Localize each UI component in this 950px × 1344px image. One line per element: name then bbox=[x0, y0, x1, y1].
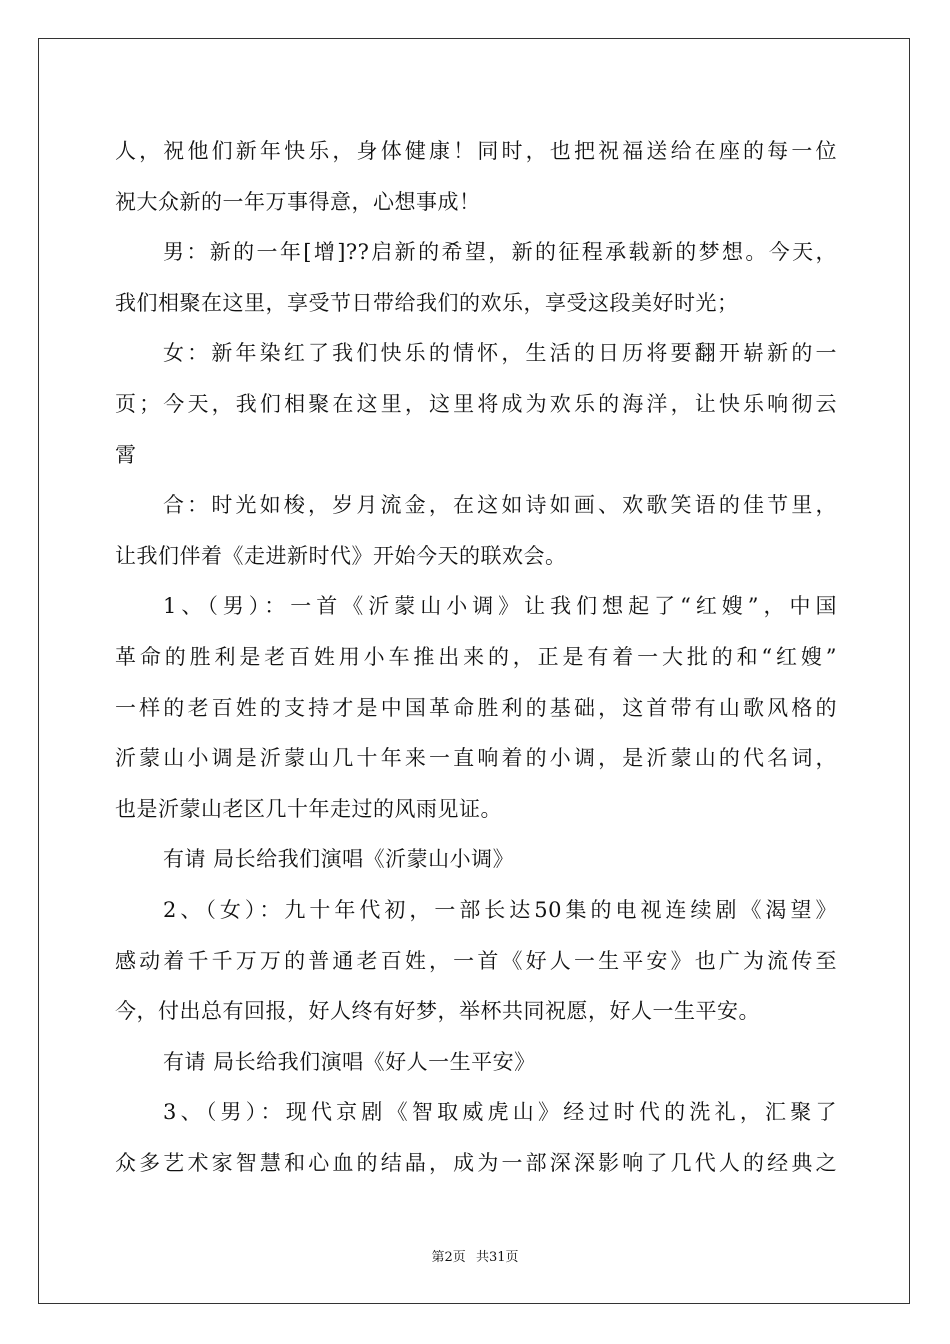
text-line-2: 祝大众新的一年万事得意，心想事成！ bbox=[115, 189, 481, 214]
text-line-9: 让我们伴着《走进新时代》开始今天的联欢会。 bbox=[115, 543, 567, 568]
text-line-18: 今，付出总有回报，好人终有好梦，举杯共同祝愿，好人一生平安。 bbox=[115, 999, 760, 1024]
text-line-15: 有请 局长给我们演唱《沂蒙山小调》 bbox=[163, 847, 515, 872]
text-line-1: 人，祝他们新年快乐，身体健康！同时，也把祝福送给在座的每一位 bbox=[115, 139, 837, 163]
text-line-20: 3、（男）：现代京剧《智取威虎山》经过时代的洗礼，汇聚了 bbox=[163, 1100, 837, 1125]
document-body bbox=[115, 126, 837, 1188]
text-line-10: 1、（男）：一首《沂蒙山小调》让我们想起了“红嫂”，中国 bbox=[163, 594, 837, 619]
page-footer bbox=[0, 1246, 950, 1265]
text-line-11: 革命的胜利是老百姓用小车推出来的，正是有着一大批的和“红嫂” bbox=[115, 644, 837, 669]
text-line-14: 也是沂蒙山老区几十年走过的风雨见证。 bbox=[115, 796, 502, 821]
text-line-3: 男：新的一年[增]??启新的希望，新的征程承载新的梦想。今天， bbox=[163, 240, 837, 265]
text-line-6: 页；今天，我们相聚在这里，这里将成为欢乐的海洋，让快乐响彻云 bbox=[115, 391, 837, 416]
text-line-8: 合：时光如梭，岁月流金，在这如诗如画、欢歌笑语的佳节里， bbox=[163, 493, 837, 518]
text-line-17: 感动着千千万万的普通老百姓，一首《好人一生平安》也广为流传至 bbox=[115, 948, 837, 973]
text-line-16: 2、（女）：九十年代初，一部长达50集的电视连续剧《渴望》 bbox=[163, 897, 837, 922]
text-line-5: 女：新年染红了我们快乐的情怀，生活的日历将要翻开崭新的一 bbox=[163, 341, 837, 366]
page-number: 第2页 bbox=[431, 1250, 466, 1265]
page-total: 共31页 bbox=[475, 1250, 519, 1265]
text-line-21: 众多艺术家智慧和心血的结晶，成为一部深深影响了几代人的经典之 bbox=[115, 1150, 837, 1175]
text-line-7: 霄 bbox=[115, 442, 137, 467]
text-line-13: 沂蒙山小调是沂蒙山几十年来一直响着的小调，是沂蒙山的代名词， bbox=[115, 746, 837, 771]
text-line-4: 我们相聚在这里，享受节日带给我们的欢乐，享受这段美好时光； bbox=[115, 290, 739, 315]
text-line-19: 有请 局长给我们演唱《好人一生平安》 bbox=[163, 1049, 536, 1074]
text-line-12: 一样的老百姓的支持才是中国革命胜利的基础，这首带有山歌风格的 bbox=[115, 695, 837, 720]
